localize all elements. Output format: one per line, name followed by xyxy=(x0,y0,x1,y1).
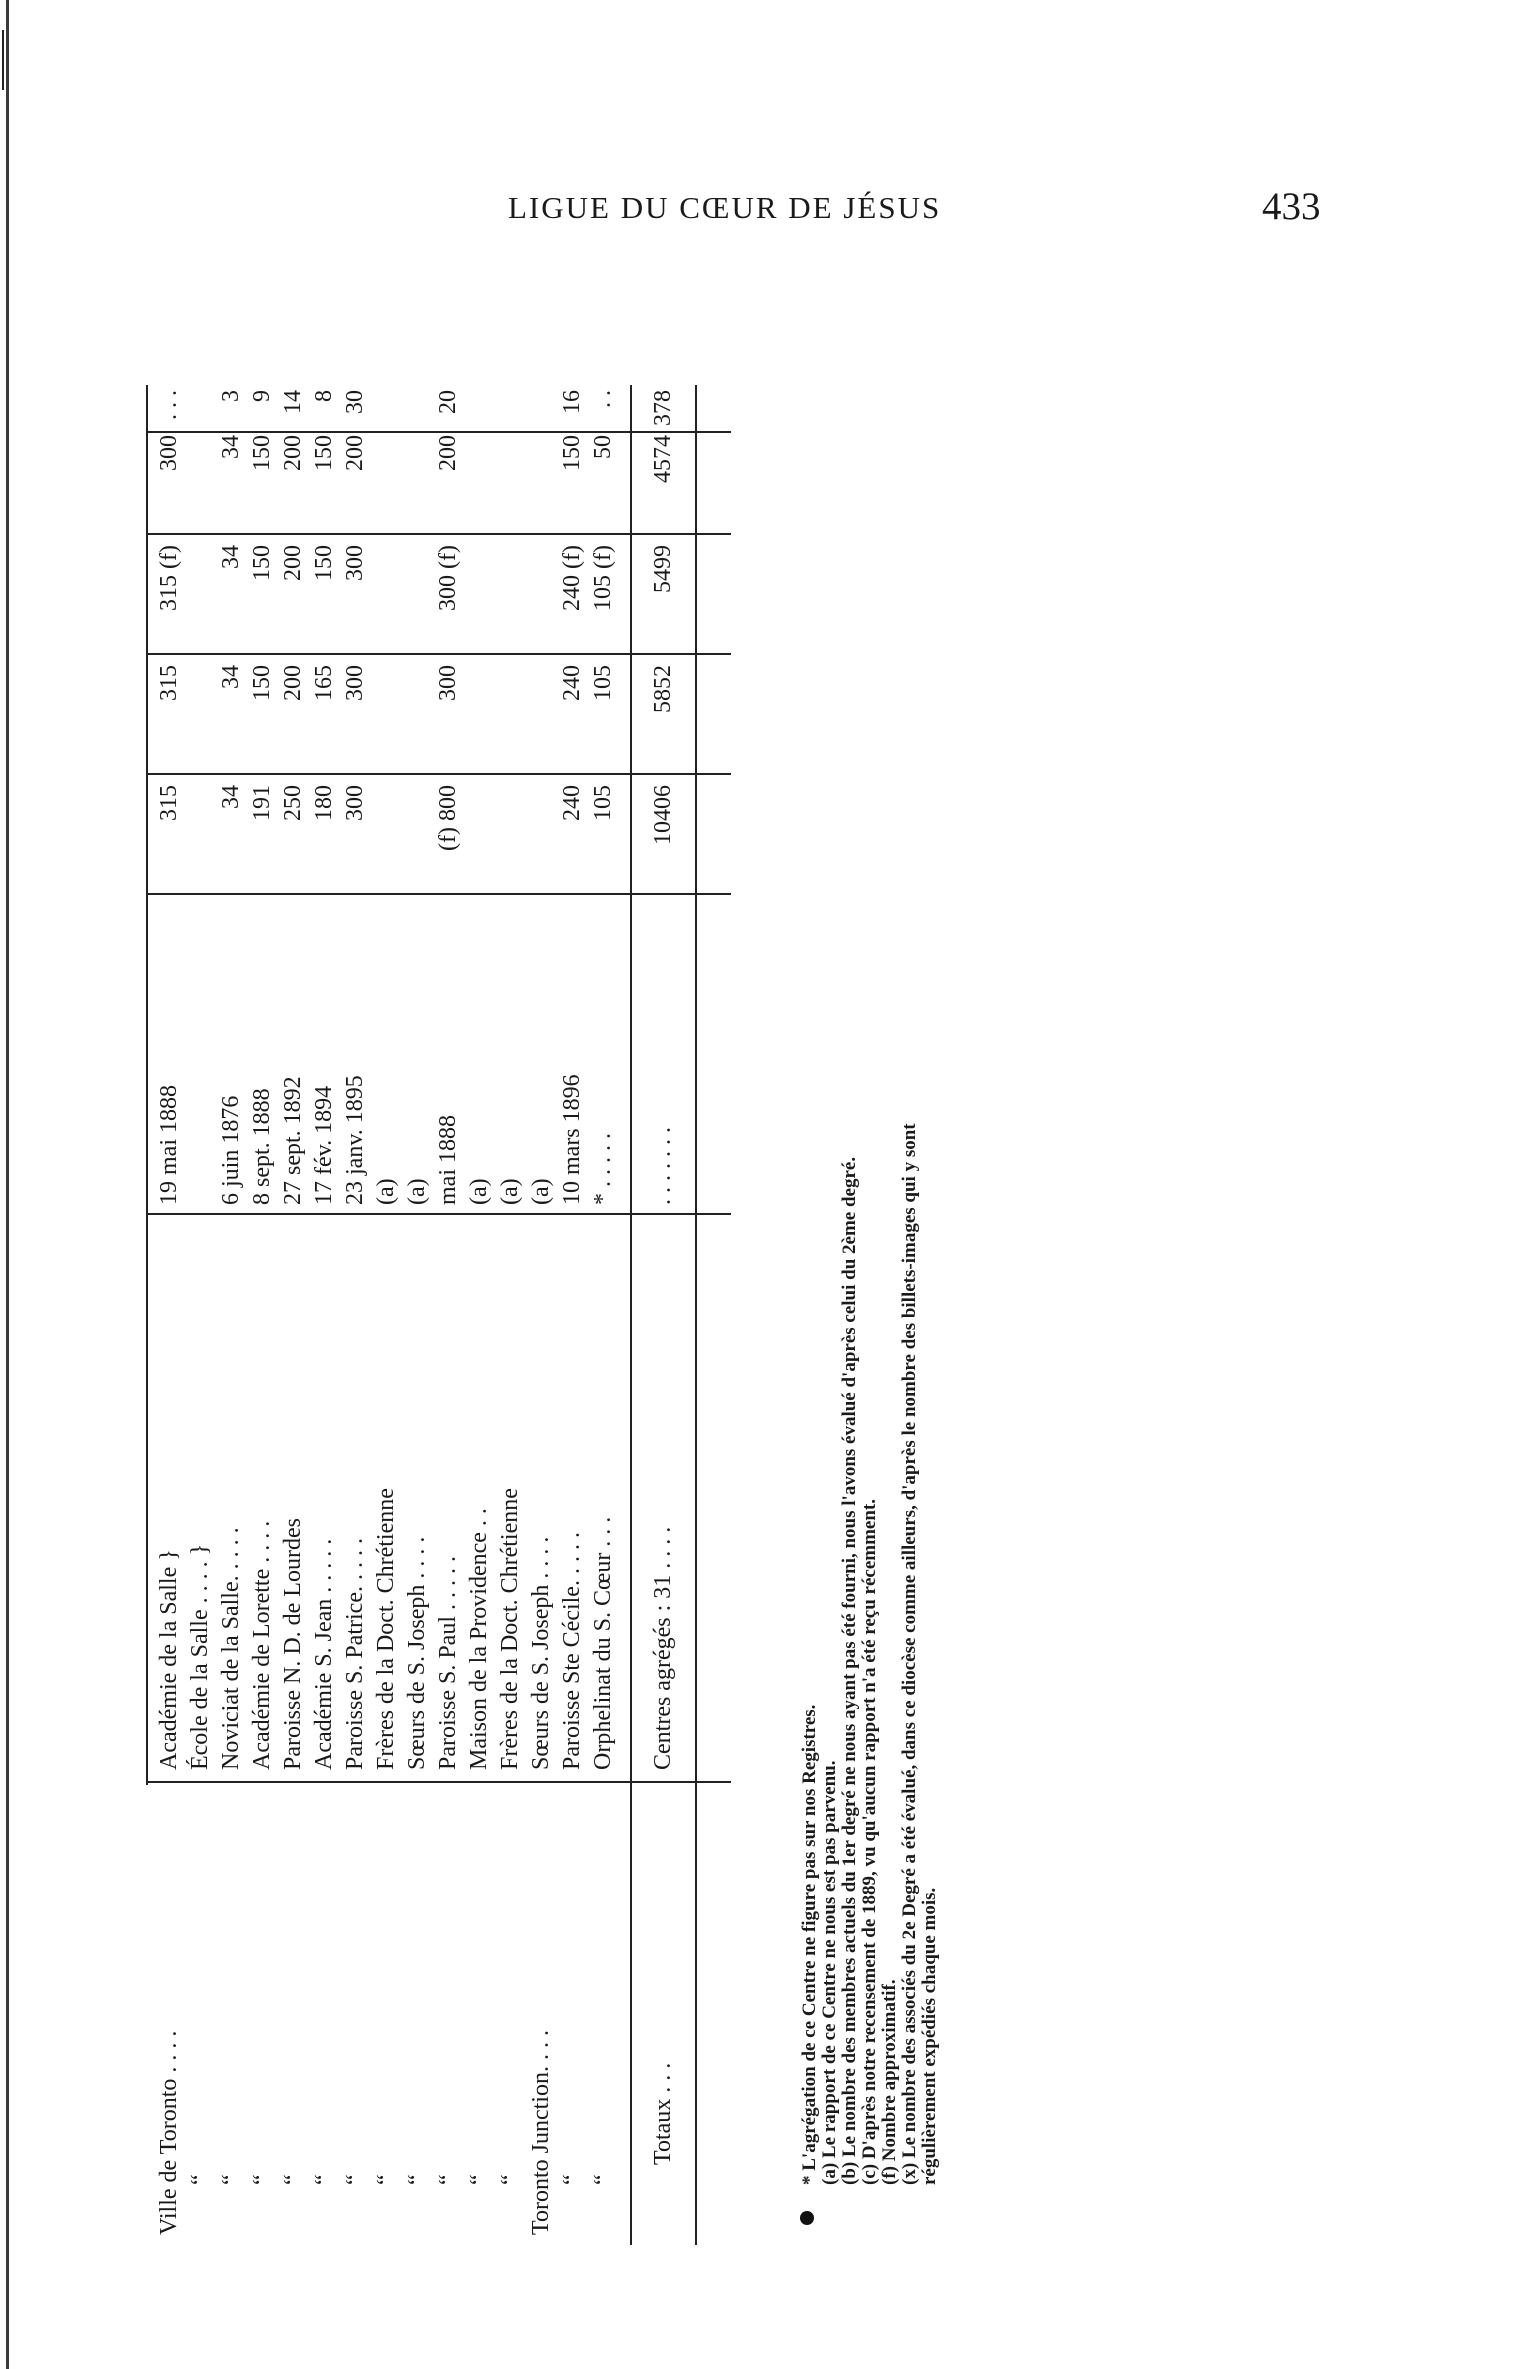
totals-n3: 5499 xyxy=(650,545,676,593)
cell-date: 27 sept. 1892 xyxy=(280,1076,306,1205)
cell-n2: 150 xyxy=(249,665,275,701)
footnote: * L'agrégation de ce Centre ne figure pas sur nos Registres. xyxy=(799,1704,820,2185)
table-row xyxy=(373,385,399,2245)
table-row xyxy=(342,385,368,2245)
cell-date: (a) xyxy=(373,1178,399,1205)
cell-n1: 300 xyxy=(342,785,368,821)
rotated-table-block xyxy=(110,245,1010,2245)
cell-place: “ xyxy=(187,2174,213,2185)
cell-n3: 105 (f) xyxy=(590,545,616,611)
cell-n5: . . xyxy=(590,390,616,408)
totals-n2: 5852 xyxy=(650,665,676,713)
cell-name: Maison de la Providence . . xyxy=(466,1508,492,1770)
cell-place: “ xyxy=(497,2174,523,2185)
centres-table xyxy=(110,385,730,2245)
scan-binding-mark xyxy=(2,30,4,90)
cell-date: 23 janv. 1895 xyxy=(342,1075,368,1205)
cell-date: (a) xyxy=(404,1178,430,1205)
table-row xyxy=(249,385,275,2245)
table-row xyxy=(311,385,337,2245)
table-row xyxy=(156,385,182,2245)
cell-date: mai 1888 xyxy=(435,1115,461,1205)
cell-n4: 200 xyxy=(342,435,368,471)
cell-place: “ xyxy=(435,2174,461,2185)
cell-n5: 30 xyxy=(342,390,368,414)
cell-place: “ xyxy=(280,2174,306,2185)
cell-name: Paroisse S. Patrice. . . . . xyxy=(342,1538,368,1770)
cell-n2: 315 xyxy=(156,665,182,701)
cell-place: “ xyxy=(311,2174,337,2185)
table-row xyxy=(404,385,430,2245)
cell-date: * . . . . . xyxy=(590,1133,616,1205)
cell-n2: 105 xyxy=(590,665,616,701)
table-row xyxy=(590,385,616,2245)
cell-n2: 300 xyxy=(435,665,461,701)
cell-n5: 16 xyxy=(559,390,585,414)
table-row xyxy=(466,385,492,2245)
cell-date: (a) xyxy=(466,1178,492,1205)
cell-date: (a) xyxy=(528,1178,554,1205)
cell-name: Paroisse S. Paul . . . . . xyxy=(435,1555,461,1770)
cell-n3: 240 (f) xyxy=(559,545,585,611)
totals-n5: 378 xyxy=(650,390,676,426)
cell-n3: 34 xyxy=(218,545,244,569)
totals-row xyxy=(650,385,676,2245)
cell-n1: (f) 800 xyxy=(435,785,461,851)
cell-name: Paroisse N. D. de Lourdes xyxy=(280,1518,306,1770)
footnotes xyxy=(800,335,940,2185)
cell-n4: 150 xyxy=(559,435,585,471)
footnote: régulièrement expédiés chaque mois. xyxy=(919,1887,940,2185)
cell-date: (a) xyxy=(497,1178,523,1205)
cell-name: Académie de Lorette . . . . xyxy=(249,1520,275,1770)
cell-place: “ xyxy=(559,2174,585,2185)
cell-place: “ xyxy=(218,2174,244,2185)
totals-rule xyxy=(630,385,632,2245)
cell-n4: 150 xyxy=(311,435,337,471)
cell-place: “ xyxy=(373,2174,399,2185)
cell-name: Frères de la Doct. Chrétienne xyxy=(497,1488,523,1770)
cell-n1: 250 xyxy=(280,785,306,821)
cell-n2: 300 xyxy=(342,665,368,701)
cell-place: “ xyxy=(590,2174,616,2185)
table-row xyxy=(280,385,306,2245)
table-row xyxy=(187,385,213,2245)
table-row xyxy=(497,385,523,2245)
footnote: (f) Nombre approximatif. xyxy=(879,1979,900,2185)
cell-n4: 200 xyxy=(435,435,461,471)
cell-n3: 200 xyxy=(280,545,306,581)
totals-centres: Centres agrégés : 31 . . . . xyxy=(650,1526,676,1770)
cell-n3: 315 (f) xyxy=(156,545,182,611)
cell-n1: 240 xyxy=(559,785,585,821)
cell-name: Sœurs de S. Joseph . . . . xyxy=(528,1536,554,1770)
cell-place: Ville de Toronto . . . . xyxy=(156,2030,182,2235)
cell-n4: 50 xyxy=(590,435,616,459)
cell-n2: 200 xyxy=(280,665,306,701)
footnote: (a) Le rapport de ce Centre ne nous est pas parvenu. xyxy=(819,1760,840,2185)
cell-n5: 3 xyxy=(218,390,244,402)
footnote: (x) Le nombre des associés du 2e Degré a été évalué, dans ce diocèse comme ailleurs, d'après le nombre des billets-images qui y sont xyxy=(899,1123,920,2185)
bullet-mark-icon xyxy=(800,2211,814,2225)
table-bottom-rule xyxy=(695,385,697,2245)
cell-place: “ xyxy=(466,2174,492,2185)
cell-n1: 191 xyxy=(249,785,275,821)
totals-label: Totaux . . . xyxy=(650,2062,676,2165)
cell-date: 10 mars 1896 xyxy=(559,1074,585,1205)
cell-name: Sœurs de S. Joseph . . . . xyxy=(404,1536,430,1770)
cell-place: Toronto Junction. . . . xyxy=(528,2030,554,2235)
footnote: (c) D'après notre recensement de 1889, vu qu'aucun rapport n'a été reçu récemment. xyxy=(859,1499,880,2185)
cell-place: “ xyxy=(342,2174,368,2185)
totals-n4: 4574 xyxy=(650,435,676,483)
cell-n2: 165 xyxy=(311,665,337,701)
cell-n1: 180 xyxy=(311,785,337,821)
cell-n4: 150 xyxy=(249,435,275,471)
cell-date: 8 sept. 1888 xyxy=(249,1088,275,1205)
cell-place: “ xyxy=(249,2174,275,2185)
totals-n1: 10406 xyxy=(650,785,676,845)
cell-n2: 34 xyxy=(218,665,244,689)
cell-n5: 8 xyxy=(311,390,337,402)
cell-n4: 34 xyxy=(218,435,244,459)
cell-date: 6 juin 1876 xyxy=(218,1095,244,1205)
cell-name: Frères de la Doct. Chrétienne xyxy=(373,1488,399,1770)
cell-name: École de la Salle . . . . } xyxy=(187,1543,213,1770)
running-head: LIGUE DU CŒUR DE JÉSUS xyxy=(508,190,942,225)
cell-n5: . . . xyxy=(156,390,182,420)
table-top-rule xyxy=(146,385,148,1785)
table-row xyxy=(435,385,461,2245)
cell-n5: 14 xyxy=(280,390,306,414)
cell-n1: 315 xyxy=(156,785,182,821)
cell-n1: 34 xyxy=(218,785,244,809)
table-row xyxy=(528,385,554,2245)
cell-n3: 300 (f) xyxy=(435,545,461,611)
cell-n1: 105 xyxy=(590,785,616,821)
footnote: (b) Le nombre des membres actuels du 1er degré ne nous ayant pas été fourni, nous l'avons évalué d'après celui du 2ème degré. xyxy=(839,1156,860,2185)
cell-name: Orphelinat du S. Cœur . . . xyxy=(590,1516,616,1770)
cell-n4: 200 xyxy=(280,435,306,471)
totals-date: . . . . . . . xyxy=(650,1127,676,1205)
cell-n5: 20 xyxy=(435,390,461,414)
page-number: 433 xyxy=(1262,185,1321,228)
cell-name: Noviciat de la Salle. . . . . xyxy=(218,1527,244,1770)
cell-place: “ xyxy=(404,2174,430,2185)
cell-n3: 150 xyxy=(311,545,337,581)
cell-date: 17 fév. 1894 xyxy=(311,1085,337,1205)
cell-name: Académie de la Salle } xyxy=(156,1549,182,1770)
table-row xyxy=(218,385,244,2245)
cell-n3: 300 xyxy=(342,545,368,581)
cell-n3: 150 xyxy=(249,545,275,581)
page-header xyxy=(0,185,1526,240)
scan-binding-edge xyxy=(6,0,9,2369)
cell-n5: 9 xyxy=(249,390,275,402)
cell-date: 19 mai 1888 xyxy=(156,1085,182,1205)
cell-n2: 240 xyxy=(559,665,585,701)
table-row xyxy=(559,385,585,2245)
cell-name: Paroisse Ste Cécile. . . . . xyxy=(559,1532,585,1770)
cell-n4: 300 xyxy=(156,435,182,471)
cell-name: Académie S. Jean . . . . . xyxy=(311,1538,337,1770)
